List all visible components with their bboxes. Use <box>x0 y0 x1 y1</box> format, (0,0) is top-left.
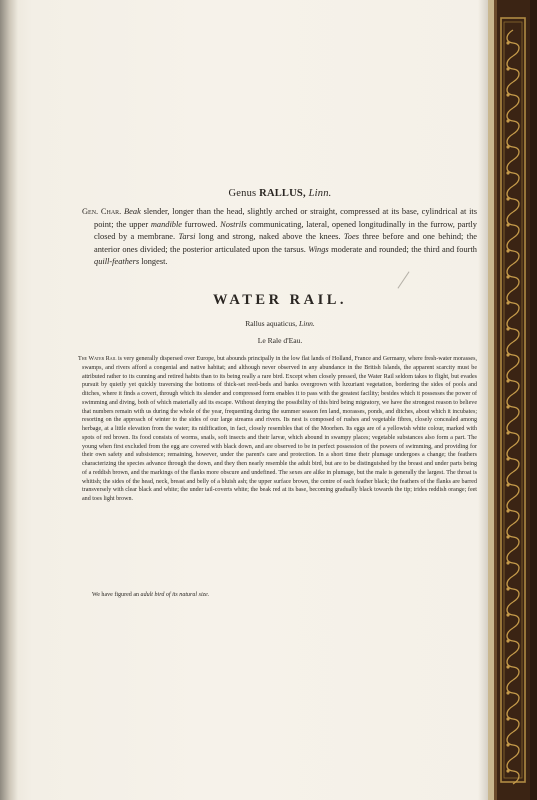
genus-heading <box>80 188 480 199</box>
closing-italic: adult bird of its natural size. <box>140 592 210 598</box>
genus-prefix: Genus <box>228 188 257 199</box>
gen-char-run: Beak <box>124 207 141 216</box>
gilt-dot <box>506 431 509 434</box>
generic-characters <box>82 206 477 269</box>
latin-name <box>80 319 480 328</box>
species-title: WATER RAIL. <box>212 292 348 308</box>
gilt-dot <box>506 405 509 408</box>
gilt-dot <box>506 639 509 642</box>
closing-lead: We have figured an <box>92 592 141 598</box>
gen-char-run: mandible <box>150 219 183 229</box>
gilt-dot <box>506 613 509 616</box>
gen-char-run: quill-feathers <box>94 257 140 267</box>
gilt-border-ornament <box>488 0 537 800</box>
gen-char-run: Wings <box>308 244 329 254</box>
gilt-dot <box>506 327 509 330</box>
gilt-dot <box>506 67 509 70</box>
gilt-dot <box>506 93 509 96</box>
gilt-dot <box>506 509 509 512</box>
latin-authority: Linn. <box>298 319 315 328</box>
pencil-mark <box>397 271 409 288</box>
description-text: is very generally dispersed over Europe, but abounds principally in the low flat lands of Holland, France and Germany, where fresh-water morasses, swamps, and rivers afford a congenial and native habitat; and although never observed in any abundance in the British Islands, the apparent scarcity must be attributed rather to its cunning and retired habits than to its being really a rare bird. Except when closely pressed, the Water Rail seldom takes to flight, but evades pursuit by quietly yet quickly traversing the bottoms of thick-set reed-beds and banks overgrown with luxuriant vegetation, bordering the sides of pools and ditches, where it finds a covert, through which its slender and compressed form enables it to pass with the greatest facility; besides which it possesses the power of swimming and diving, both of which materially aid its escape. Without denying the possibility of this bird being migratory, we have the strongest reason to believe that numbers remain with us during the whole of the year, frequenting during the summer season fen land, morasses, ponds, and ditches, about which it incubates; resorting on the approach of winter to the sides of our large streams and rivers. Its nest is composed of rushes and vegetable fibres, closely concealed among herbage, at a little elevation from the water; its nidification, in fact, closely resembles that of the Moorhen. Its eggs are of a yellowish white colour, marked with spots of red brown. Its food consists of worms, snails, soft insects and their larvæ, which abound in swampy places; vegetable substances also form a part. The young when first excluded from the egg are covered with black down, and are observed to be in perfect possession of the powers of swimming, and providing for their own safety and subsistence; remaining, however, under the parent's care and protection. In a short time their plumage undergoes a change; the feathers characterizing the species advance through the down, and they then nearly resemble the adult bird, but are to be distinguished by the breast and under parts being of a reddish brown, and the markings of the flanks more obscure and undefined. The sexes are alike in plumage, but the male is generally the largest. The throat is whitish; the sides of the head, neck, breast and belly of a bluish ash; the upper surface brown, the centre of each feather black; the feathers of the flanks are barred transversely with clear black and white; the under tail-coverts white; the beak red at its base, becoming gradually black towards the tip; irides reddish orange; feet and toes light brown. <box>82 356 477 502</box>
gilt-dot <box>506 535 509 538</box>
gilt-dot <box>506 197 509 200</box>
page-edge-shadow <box>478 0 488 800</box>
gilt-dot <box>506 587 509 590</box>
gilt-dot <box>506 483 509 486</box>
gen-char-run: three before and one behind; the anterior ones divided; the posterior articulated upon the tarsus. <box>94 232 477 254</box>
closing-note <box>92 591 472 600</box>
gilt-dot <box>506 119 509 122</box>
gen-char-run: long and strong, naked above the knees. <box>195 232 344 242</box>
gilt-dot <box>506 717 509 720</box>
gilt-dot <box>506 301 509 304</box>
gilt-dot <box>506 743 509 746</box>
species-description <box>78 355 477 504</box>
gen-char-run: communicating, lateral, opened longitudinally in the furrow, partly closed by a membrane. <box>94 219 477 242</box>
gen-char-run: Toes <box>343 232 359 242</box>
gilt-dot <box>506 665 509 668</box>
gilt-dot <box>506 457 509 460</box>
french-name: Le Rale d'Eau. <box>257 336 303 345</box>
gilt-dot <box>506 223 509 226</box>
gen-char-run: longest. <box>139 257 168 267</box>
page-gutter <box>0 0 18 800</box>
gilt-dot <box>506 561 509 564</box>
gilt-dot <box>506 353 509 356</box>
gilt-dot <box>506 41 509 44</box>
gen-char-label: Gen. Char. <box>82 207 122 216</box>
gilt-dot <box>506 379 509 382</box>
gen-char-run: slender, longer than the head, slightly arched or straight, compressed at its base, cylindrical at its point; the upper <box>94 207 477 229</box>
gen-char-text <box>94 207 477 266</box>
gen-char-run: moderate and rounded; the third and fourth <box>328 244 477 254</box>
gilt-dot <box>506 171 509 174</box>
latin-binomial: Rallus aquaticus, <box>245 319 298 328</box>
gen-char-run: furrowed. <box>182 219 221 229</box>
gilt-dot <box>506 145 509 148</box>
gilt-dot <box>506 249 509 252</box>
decorative-binding <box>488 0 537 800</box>
genus-name: RALLUS, <box>259 188 306 199</box>
gilt-dot <box>506 691 509 694</box>
genus-authority: Linn. <box>308 188 332 199</box>
gen-char-run: Nostrils <box>220 219 247 229</box>
gilt-dot <box>506 275 509 278</box>
gen-char-run: Tarsi <box>178 232 196 242</box>
description-lead: The Water Rail <box>78 356 117 362</box>
gilt-dot <box>506 769 509 772</box>
